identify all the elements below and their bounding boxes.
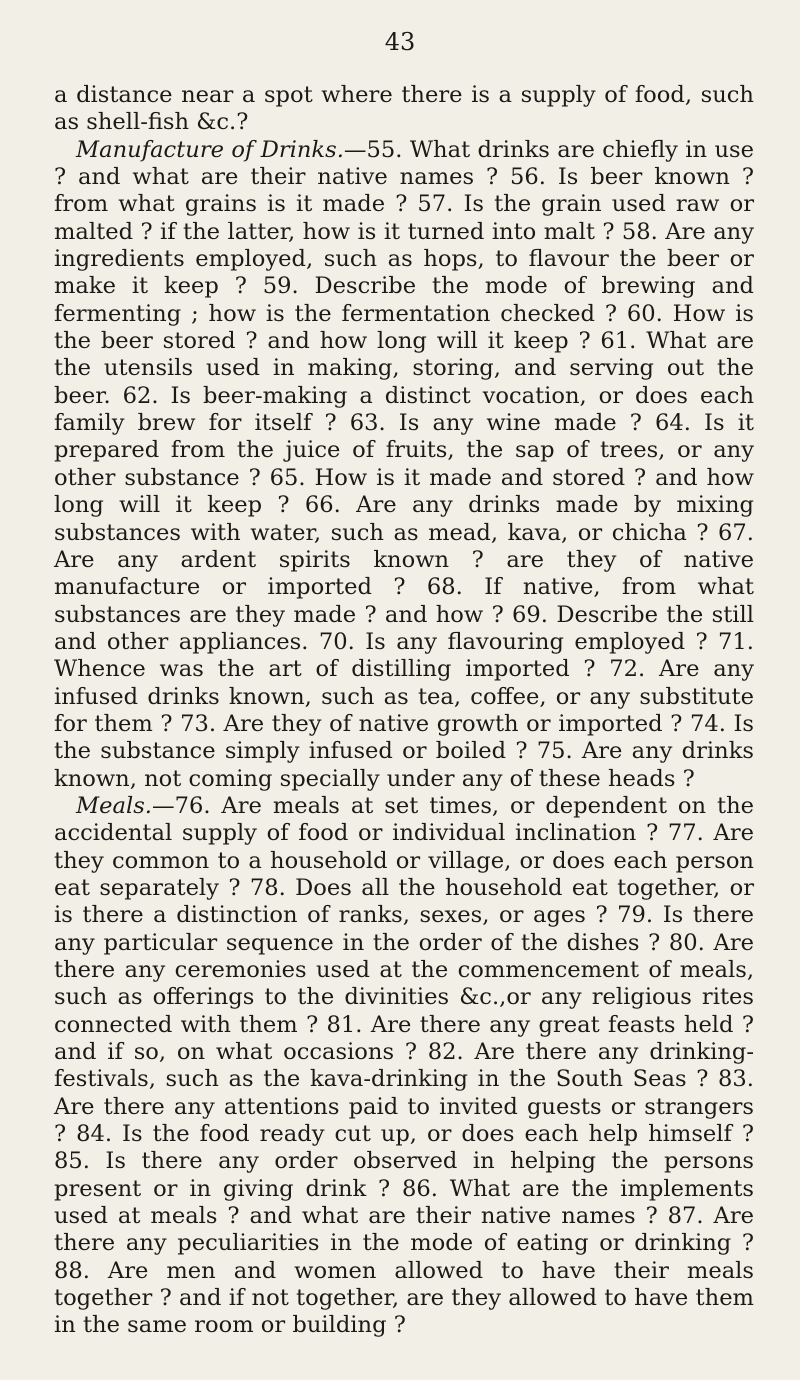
- page-number: 43: [384, 28, 416, 56]
- section-text-meals: —76. Are meals at set times, or dependent on the accidental supply of food or individual inclination ? 77. Are they common to a household or village, or does each person eat separately ? 78. Does all the household eat together, or is there a distinction of ranks, sexes, or ages ? 79. Is there any particular sequence in the order of the dishes ? 80. Are there any ceremonies used at the commencement of meals, such as offerings to the divinities &c.,or any religious rites connected with them ? 81. Are there any great feasts held ? and if so, on what occasions ? 82. Are there any drinking-festivals, such as the kava-drinking in the South Seas ? 83. Are there any attentions paid to invited guests or strangers ? 84. Is the food ready cut up, or does each help himself ? 85. Is there any order observed in helping the persons present or in giving drink ? 86. What are the implements used at meals ? and what are their native names ? 87. Are there any peculiarities in the mode of eating or drinking ? 88. Are men and women allowed to have their meals together ? and if not together, are they allowed to have them in the same room or building ?: [54, 792, 754, 1339]
- section-heading-meals: Meals.: [76, 792, 152, 819]
- section-text-drinks: —55. What drinks are chiefly in use ? and what are their native names ? 56. Is beer known ? from what grains is it made ? 57. Is the grain used raw or malted ? if the latter, how is it turned into malt ? 58. Are any ingredients employed, such as hops, to flavour the beer or make it keep ? 59. Describe the mode of brewing and fermenting ; how is the fermentation checked ? 60. How is the beer stored ? and how long will it keep ? 61. What are the utensils used in making, storing, and serving out the beer. 62. Is beer-making a distinct vocation, or does each family brew for itself ? 63. Is any wine made ? 64. Is it prepared from the juice of fruits, the sap of trees, or any other substance ? 65. How is it made and stored ? and how long will it keep ? 66. Are any drinks made by mixing substances with water, such as mead, kava, or chicha ? 67. Are any ardent spirits known ? are they of native manufacture or imported ? 68. If native, from what substances are they made ? and how ? 69. Describe the still and other appliances. 70. Is any flavouring employed ? 71. Whence was the art of distilling imported ? 72. Are any infused drinks known, such as tea, coffee, or any substitute for them ? 73. Are they of native growth or imported ? 74. Is the substance simply infused or boiled ? 75. Are any drinks known, not coming specially under any of these heads ?: [54, 136, 754, 792]
- section-meals: [54, 793, 754, 1340]
- page-body: [54, 82, 754, 1340]
- intro-paragraph: a distance near a spot where there is a supply of food, such as shell-fish &c.?: [54, 82, 754, 136]
- section-drinks: [54, 137, 754, 793]
- section-heading-drinks: Manufacture of Drinks.: [76, 136, 344, 163]
